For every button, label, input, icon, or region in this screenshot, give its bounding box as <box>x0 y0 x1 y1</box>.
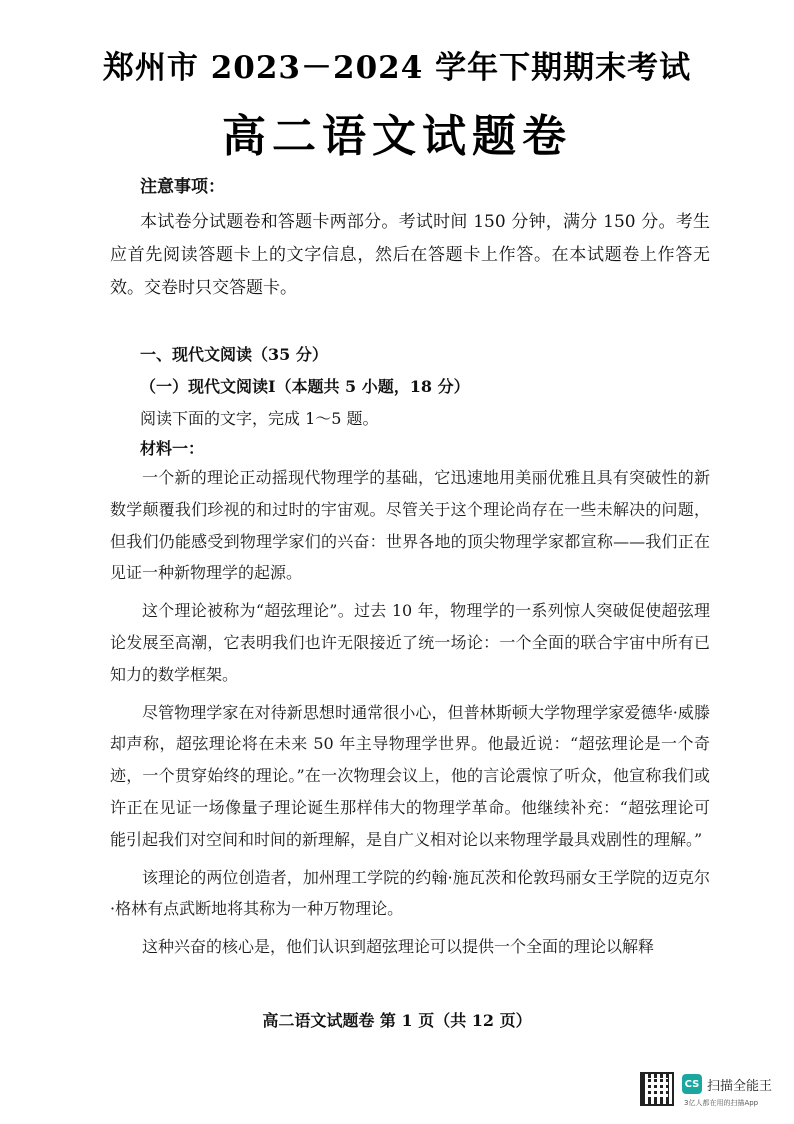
article-paragraph-4: 该理论的两位创造者，加州理工学院的约翰·施瓦茨和伦敦玛丽女王学院的迈克尔·格林有点武断地将其称为一种万物理论。 <box>110 867 710 919</box>
material-label: 材料一： <box>140 439 205 458</box>
section-part-title: 一、现代文阅读（35 分） <box>140 345 328 364</box>
exam-title: 郑州市 2023－2024 学年下期期末考试 <box>102 50 692 86</box>
camscanner-logo-icon: CS <box>682 1074 702 1094</box>
qr-code-icon <box>640 1072 674 1106</box>
article-paragraph-2: 这个理论被称为“超弦理论”。过去 10 年，物理学的一系列惊人突破促使超弦理论发展至高潮，它表明我们也许无限接近了统一场论：一个全面的联合宇宙中所有已知力的数学框架。 <box>110 601 710 684</box>
article-paragraph-3: 尽管物理学家在对待新思想时通常很小心，但普林斯顿大学物理学家爱德华·威滕却声称，超弦理论将在未来 50 年主导物理学世界。他最近说：“超弦理论是一个奇迹，一个贯穿始终的理论。”在一次物理会议上，他的言论震惊了听众，他宣称我们或许正在见证一场像量子理论诞生那样伟大的物理学革命。他继续补充：“超弦理论可能引起我们对空间和时间的新理解，是自广义相对论以来物理学最具戏剧性的理解。” <box>110 702 710 849</box>
notice-heading: 注意事项： <box>140 177 225 197</box>
scanner-tagline: 3亿人都在用的扫描App <box>684 1099 759 1107</box>
subsection-title: （一）现代文阅读Ⅰ（本题共 5 小题，18 分） <box>140 377 470 396</box>
scanner-app-name: 扫描全能王 <box>707 1079 773 1094</box>
article-paragraph-5: 这种兴奋的核心是，他们认识到超弦理论可以提供一个全面的理论以解释 <box>142 937 655 957</box>
article-paragraph-1: 一个新的理论正动摇现代物理学的基础，它迅速地用美丽优雅且具有突破性的新数学颠覆我们珍视的和过时的宇宙观。尽管关于这个理论尚存在一些未解决的问题，但我们仍能感受到物理学家们的兴奋：世界各地的顶尖物理学家都宣称——我们正在见证一种新物理学的起源。 <box>110 468 710 583</box>
article-text <box>110 462 710 963</box>
reading-instruction: 阅读下面的文字，完成 1～5 题。 <box>140 409 379 428</box>
paper-title: 高二语文试题卷 <box>222 111 572 162</box>
page-footer: 高二语文试题卷 第 1 页（共 12 页） <box>262 1011 532 1030</box>
notice-body: 本试卷分试题卷和答题卡两部分。考试时间 150 分钟，满分 150 分。考生应首先阅读答题卡上的文字信息，然后在答题卡上作答。在本试题卷上作答无效。交卷时只交答题卡。 <box>110 212 710 298</box>
